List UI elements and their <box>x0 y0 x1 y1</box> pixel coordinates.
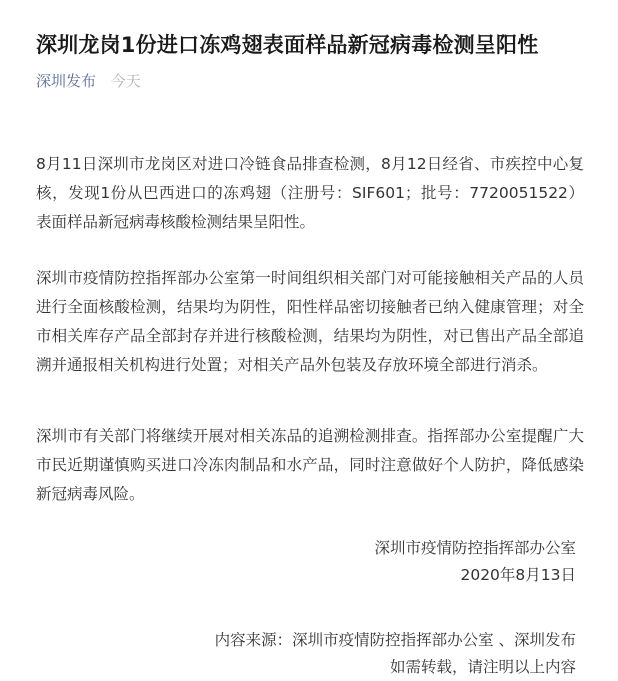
repost-note: 如需转载，请注明以上内容 <box>389 658 576 676</box>
source-line: 内容来源：深圳市疫情防控指挥部办公室 、深圳发布 <box>214 631 576 649</box>
article-meta <box>36 70 141 92</box>
article-title: 深圳龙岗1份进口冻鸡翅表面样品新冠病毒检测呈阳性 <box>36 33 539 57</box>
signature-date: 2020年8月13日 <box>460 566 576 584</box>
account-name-link[interactable]: 深圳发布 <box>36 72 97 90</box>
publish-date: 今天 <box>110 72 141 90</box>
paragraph-1: 8月11日深圳市龙岗区对进口冷链食品排查检测，8月12日经省、市疾控中心复核，发现1份从巴西进口的冻鸡翅（注册号：SIF601；批号：7720051522）表面样品新冠病毒核酸检测结果呈阳性。 <box>36 155 584 231</box>
paragraph-3: 深圳市有关部门将继续开展对相关冻品的追溯检测排查。指挥部办公室提醒广大市民近期谨慎购买进口冷冻肉制品和水产品，同时注意做好个人防护，降低感染新冠病毒风险。 <box>36 427 584 503</box>
signature-org: 深圳市疫情防控指挥部办公室 <box>374 539 576 557</box>
paragraph-2: 深圳市疫情防控指挥部办公室第一时间组织相关部门对可能接触相关产品的人员进行全面核酸检测，结果均为阴性，阳性样品密切接触者已纳入健康管理；对全市相关库存产品全部封存并进行核酸检测，结果均为阴性，对已售出产品全部追溯并通报相关机构进行处置；对相关产品外包装及存放环境全部进行消杀。 <box>36 269 584 374</box>
